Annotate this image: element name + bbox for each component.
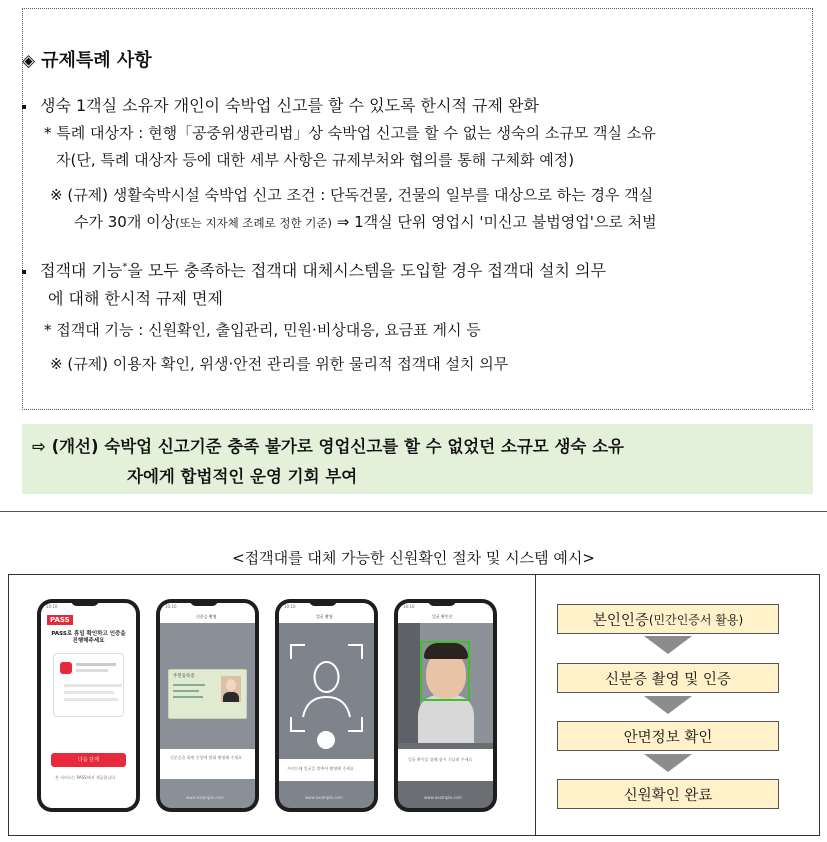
- face-detect-frame: [420, 641, 470, 701]
- phone-notch: [190, 599, 218, 606]
- improvement-line-1: ⇨ (개선) 숙박업 신고기준 충족 불가로 영업신고를 할 수 없었던 소규모 생숙 소유: [32, 437, 624, 456]
- bullet-2-text-b: 을 모두 충족하는 접객대 대체시스템을 도입할 경우 접객대 설치 의무: [127, 261, 606, 280]
- capture-instruction: 신분증을 화면 중앙에 맞춰 촬영해 주세요: [170, 755, 243, 760]
- person-shirt: [418, 695, 474, 743]
- id-card: [168, 669, 247, 719]
- note-2-line-2: [74, 211, 657, 232]
- instruction-area: [279, 759, 374, 781]
- step-1-label: 본인인증: [592, 612, 649, 629]
- face-guide-icon: [289, 643, 364, 733]
- step-2-label: 신분증 촬영 및 인증: [605, 671, 731, 688]
- horizontal-divider: [0, 511, 827, 512]
- down-arrow-icon: [644, 754, 692, 772]
- footnote-mark: *: [122, 261, 128, 273]
- id-card-title: 주민등록증: [173, 674, 195, 679]
- status-time: 10:10: [284, 604, 296, 609]
- placeholder-line: [64, 691, 114, 694]
- status-time: 10:10: [165, 604, 177, 609]
- phone-face-check: [394, 599, 497, 812]
- note-2-line-1: ※ (규제) 생활숙박시설 숙박업 신고 조건 : 단독건물, 건물의 일부를 대상으로 하는 경우 객실: [50, 186, 654, 204]
- bullet-2-line-1: [22, 258, 606, 281]
- phone-face-guide: [275, 599, 378, 812]
- background-shape: [398, 623, 420, 743]
- id-photo-face: [226, 679, 236, 691]
- square-bullet-icon: [22, 270, 26, 274]
- shutter-button[interactable]: [317, 731, 335, 749]
- phone-screen: [279, 603, 374, 808]
- phone-id-capture: [156, 599, 259, 812]
- step-2-box: [557, 663, 779, 693]
- camera-view: [398, 623, 493, 743]
- id-photo: [221, 676, 241, 702]
- note-1-line-2: 자(단, 특례 대상자 등에 대한 세부 사항은 규제부처와 협의를 통해 구체화 예정): [56, 151, 575, 169]
- note-3: * 접객대 기능 : 신원확인, 출입관리, 민원·비상대응, 요금표 게시 등: [44, 321, 481, 339]
- pass-footer: 본 서비스는 PASS에서 제공합니다: [55, 775, 116, 780]
- screen-header-title: 얼굴 확인중: [432, 614, 453, 619]
- placeholder-line: [76, 669, 108, 672]
- placeholder-line: [76, 663, 116, 666]
- phone-notch: [309, 599, 337, 606]
- placeholder-line: [64, 698, 118, 701]
- bullet-2-line-2: 에 대해 한시적 규제 면제: [48, 289, 223, 308]
- bullet-1: [22, 93, 539, 116]
- id-photo-body: [223, 692, 239, 702]
- placeholder-line: [173, 696, 203, 698]
- screen-header-title: 신분증 촬영: [196, 614, 217, 619]
- screen-url: www.example.com: [305, 795, 343, 800]
- note-2-line-2-a: 수가 30개 이상: [74, 213, 176, 231]
- note-2-line-2-small: (또는 지자체 조례로 정한 기준): [175, 216, 332, 230]
- phone-screen: [41, 603, 136, 808]
- phone-notch: [428, 599, 456, 606]
- pass-title: PASS로 휴일 확인하고 인증을 진행해주세요: [51, 631, 126, 645]
- pass-app-icon: [60, 662, 72, 674]
- phone-screen: [160, 603, 255, 808]
- status-time: 10:10: [403, 604, 415, 609]
- step-1-box: [557, 604, 779, 634]
- status-time: 10:10: [46, 604, 58, 609]
- pass-logo: PASS: [47, 615, 73, 625]
- phone-pass-auth: [37, 599, 140, 812]
- down-arrow-icon: [644, 696, 692, 714]
- screen-url: www.example.com: [186, 795, 224, 800]
- check-instruction: 얼굴 확인을 위해 잠시 기다려 주세요: [408, 757, 473, 762]
- note-2-line-2-b: ⇒ 1객실 단위 영업시 '미신고 불법영업'으로 처벌: [336, 213, 657, 231]
- face-instruction: 가이드에 얼굴을 맞추어 촬영해 주세요: [287, 766, 354, 771]
- diamond-bullet-icon: ◈: [22, 51, 36, 71]
- pass-next-button[interactable]: 다음 단계: [51, 753, 126, 767]
- placeholder-line: [64, 684, 122, 687]
- phone-screen: [398, 603, 493, 808]
- square-bullet-icon: [22, 105, 26, 109]
- note-4: ※ (규제) 이용자 확인, 위생·안전 관리를 위한 물리적 접객대 설치 의무: [50, 355, 509, 373]
- screen-header-title: 얼굴 촬영: [316, 614, 333, 619]
- placeholder-line: [173, 690, 199, 692]
- instruction-area: [160, 749, 255, 779]
- step-4-box: [557, 779, 779, 809]
- phone-notch: [71, 599, 99, 606]
- panel-divider: [535, 575, 536, 835]
- step-1-note: (민간인증서 활용): [648, 612, 744, 627]
- step-3-box: [557, 721, 779, 751]
- screen-url: www.example.com: [424, 795, 462, 800]
- note-1-line-1: * 특례 대상자 : 현행「공중위생관리법」상 숙박업 신고를 할 수 없는 생숙의 소규모 객실 소유: [44, 124, 656, 142]
- improvement-line-2: 자에게 합법적인 운영 기회 부여: [127, 467, 358, 486]
- step-3-label: 안면정보 확인: [623, 729, 713, 746]
- section-heading: [22, 46, 152, 72]
- placeholder-line: [173, 684, 205, 686]
- bullet-1-text: 생숙 1객실 소유자 개인이 숙박업 신고를 할 수 있도록 한시적 규제 완화: [40, 96, 539, 115]
- bullet-2-text-a: 접객대 기능: [40, 261, 123, 280]
- pass-card: [53, 653, 124, 717]
- instruction-area: [398, 749, 493, 781]
- section-title: 규제특례 사항: [41, 50, 152, 71]
- step-4-label: 신원확인 완료: [623, 787, 713, 804]
- down-arrow-icon: [644, 636, 692, 654]
- figure-caption: <접객대를 대체 가능한 신원확인 절차 및 시스템 예시>: [232, 549, 595, 567]
